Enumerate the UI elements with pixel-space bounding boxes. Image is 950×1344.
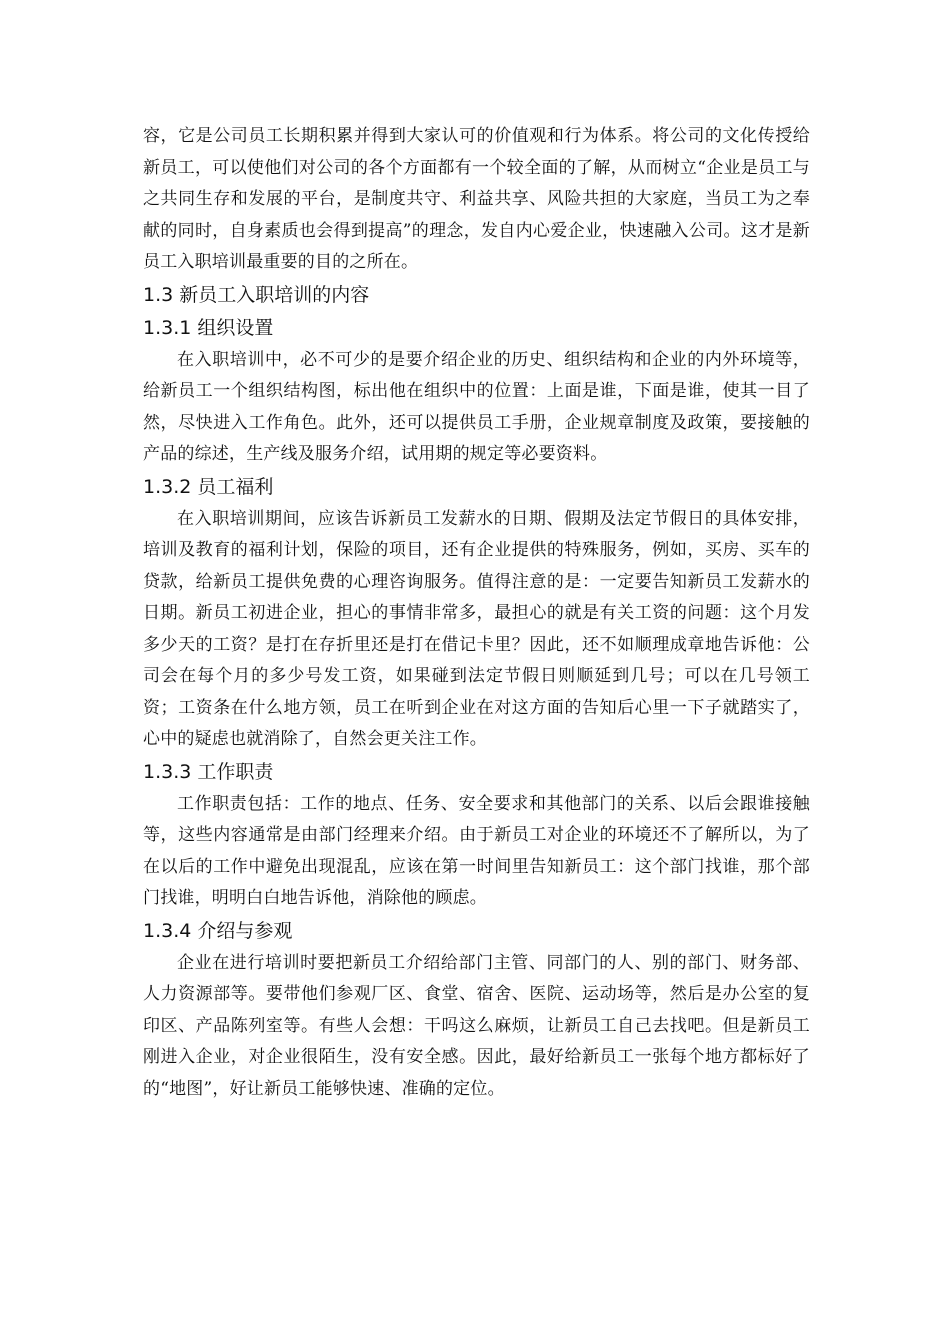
introduction-visit-paragraph: 企业在进行培训时要把新员工介绍给部门主管、同部门的人、别的部门、财务部、人力资源部等。要带他们参观厂区、食堂、宿舍、医院、运动场等，然后是办公室的复印区、产品陈列室等。有些人会想：干吗这么麻烦，让新员工自己去找吧。但是新员工刚进入企业，对企业很陌生，没有安全感。因此，最好给新员工一张每个地方都标好了的“地图”，好让新员工能够快速、准确的定位。 [143,952,810,1099]
section-heading-1-3-2: 1.3.2 员工福利 [143,475,274,498]
section-heading-1-3-1: 1.3.1 组织设置 [143,316,274,339]
section-heading-1-3-4: 1.3.4 介绍与参观 [143,919,293,942]
benefits-paragraph: 在入职培训期间，应该告诉新员工发薪水的日期、假期及法定节假日的具体安排，培训及教育的福利计划，保险的项目，还有企业提供的特殊服务，例如，买房、买车的贷款，给新员工提供免费的心理咨询服务。值得注意的是：一定要告知新员工发薪水的日期。新员工初进企业，担心的事情非常多，最担心的就是有关工资的问题：这个月发多少天的工资？是打在存折里还是打在借记卡里？因此，还不如顺理成章地告诉他：公司会在每个月的多少号发工资，如果碰到法定节假日则顺延到几号；可以在几号领工资；工资条在什么地方领，员工在听到企业在对这方面的告知后心里一下子就踏实了，心中的疑虑也就消除了，自然会更关注工作。 [143,508,810,749]
document-page [143,121,810,1105]
section-heading-1-3-3: 1.3.3 工作职责 [143,760,274,783]
duties-paragraph: 工作职责包括：工作的地点、任务、安全要求和其他部门的关系、以后会跟谁接触等，这些内容通常是由部门经理来介绍。由于新员工对企业的环境还不了解所以，为了在以后的工作中避免出现混乱，应该在第一时间里告知新员工：这个部门找谁，那个部门找谁，明明白白地告诉他，消除他的顾虑。 [143,793,810,908]
organization-paragraph: 在入职培训中，必不可少的是要介绍企业的历史、组织结构和企业的内外环境等，给新员工一个组织结构图，标出他在组织中的位置：上面是谁，下面是谁，使其一目了然，尽快进入工作角色。此外，还可以提供员工手册，企业规章制度及政策，要接触的产品的综述，生产线及服务介绍，试用期的规定等必要资料。 [143,349,810,464]
section-heading-1-3: 1.3 新员工入职培训的内容 [143,283,370,306]
intro-paragraph: 容，它是公司员工长期积累并得到大家认可的价值观和行为体系。将公司的文化传授给新员工，可以使他们对公司的各个方面都有一个较全面的了解，从而树立“企业是员工与之共同生存和发展的平台，是制度共守、利益共享、风险共担的大家庭，当员工为之奉献的同时，自身素质也会得到提高”的理念，发自内心爱企业，快速融入公司。这才是新员工入职培训最重要的目的之所在。 [143,126,810,272]
